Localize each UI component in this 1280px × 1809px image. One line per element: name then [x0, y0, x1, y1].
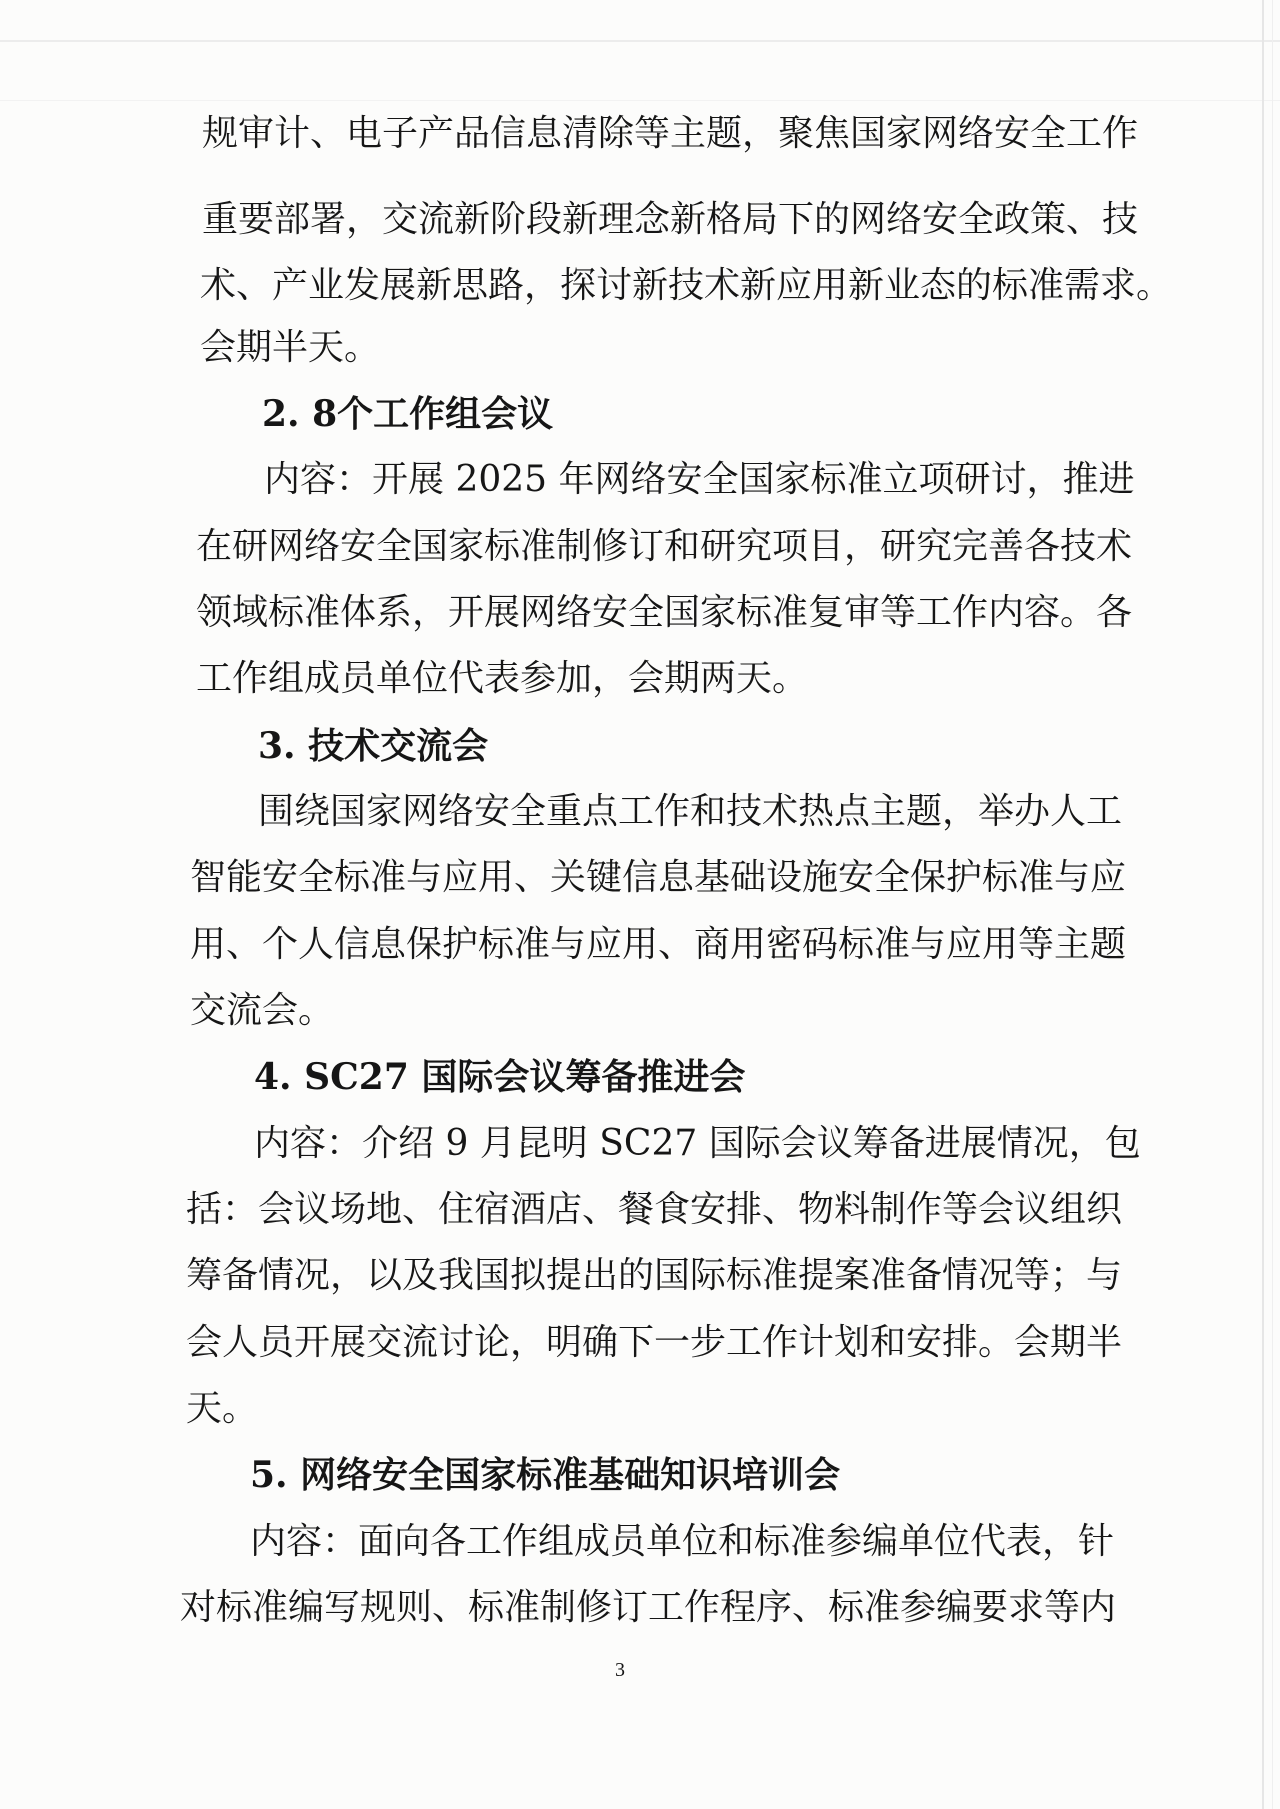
page-number: 3: [615, 1659, 625, 1681]
paragraph-line: 筹备情况，以及我国拟提出的国际标准提案准备情况等；与: [186, 1255, 1123, 1296]
paragraph-line: 围绕国家网络安全重点工作和技术热点主题，举办人工: [258, 791, 1123, 832]
paragraph-line: 对标准编写规则、标准制修订工作程序、标准参编要求等内: [180, 1587, 1117, 1628]
paragraph-line: 会期半天。: [200, 327, 381, 368]
scan-edge-line: [0, 100, 1280, 101]
paragraph-line: 括：会议场地、住宿酒店、餐食安排、物料制作等会议组织: [186, 1189, 1123, 1230]
paragraph-line: 重要部署，交流新阶段新理念新格局下的网络安全政策、技: [202, 199, 1139, 240]
scan-edge-right-inner: [1272, 0, 1273, 1809]
paragraph-line: 工作组成员单位代表参加，会期两天。: [196, 658, 809, 699]
paragraph-line: 天。: [186, 1388, 259, 1429]
section-heading: 3. 技术交流会: [258, 725, 489, 767]
paragraph-line: 规审计、电子产品信息清除等主题，聚焦国家网络安全工作: [202, 113, 1139, 154]
scan-edge-right: [1262, 0, 1264, 1809]
paragraph-line: 会人员开展交流讨论，明确下一步工作计划和安排。会期半: [186, 1322, 1123, 1363]
paragraph-line: 术、产业发展新思路，探讨新技术新应用新业态的标准需求。: [200, 265, 1173, 306]
paragraph-line: 内容：介绍 9 月昆明 SC27 国际会议筹备进展情况，包: [254, 1123, 1141, 1164]
section-heading: 5. 网络安全国家标准基础知识培训会: [250, 1454, 841, 1496]
section-heading: 2. 8个工作组会议: [262, 393, 554, 435]
paragraph-line: 内容：开展 2025 年网络安全国家标准立项研讨，推进: [264, 459, 1135, 500]
paragraph-line: 智能安全标准与应用、关键信息基础设施安全保护标准与应: [190, 857, 1127, 898]
paragraph-line: 交流会。: [190, 990, 335, 1031]
scan-edge-top: [0, 40, 1280, 42]
paragraph-line: 用、个人信息保护标准与应用、商用密码标准与应用等主题: [190, 924, 1127, 965]
paragraph-line: 在研网络安全国家标准制修订和研究项目，研究完善各技术: [196, 526, 1133, 567]
paragraph-line: 领域标准体系，开展网络安全国家标准复审等工作内容。各: [196, 592, 1133, 633]
section-heading: 4. SC27 国际会议筹备推进会: [254, 1056, 746, 1098]
paragraph-line: 内容：面向各工作组成员单位和标准参编单位代表，针: [250, 1521, 1115, 1562]
